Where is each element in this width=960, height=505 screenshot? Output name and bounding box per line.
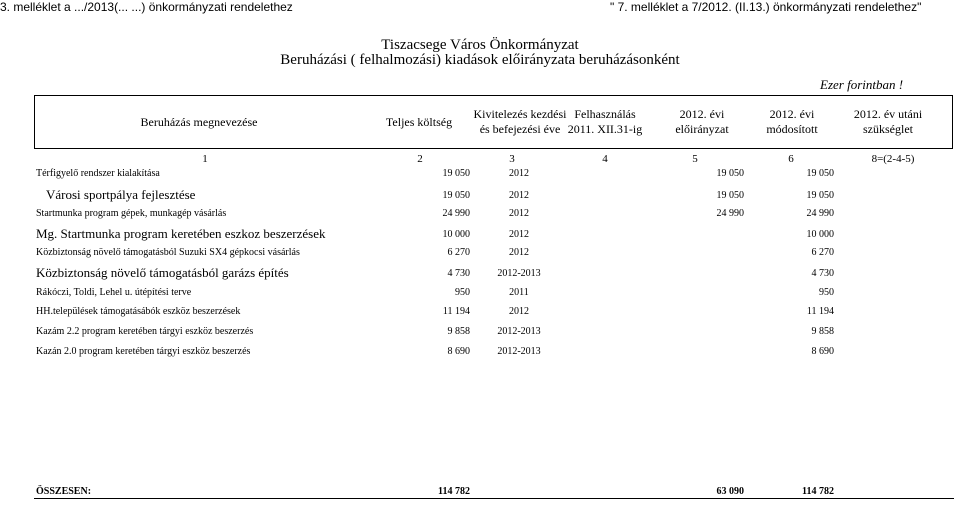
row-modified: 24 990 — [806, 208, 834, 219]
column-header-years: Kivitelezés kezdési és befejezési éve — [473, 107, 567, 136]
row-modified: 6 270 — [811, 247, 834, 258]
row-name: HH.települések támogatásábók eszköz beszerzések — [36, 306, 241, 317]
row-modified: 9 858 — [811, 326, 834, 337]
row-name: Kazám 2.2 program keretében tárgyi eszköz beszerzés — [36, 326, 254, 337]
row-modified: 4 730 — [811, 268, 834, 279]
row-year: 2012 — [509, 168, 529, 179]
column-header-future: 2012. év utáni szükséglet — [853, 107, 923, 136]
row-name: Startmunka program gépek, munkagép vásárlás — [36, 208, 227, 219]
document-header-left: 3. melléklet a .../2013(... ...) önkormányzati rendelethez — [0, 0, 293, 14]
column-header-planned: 2012. évi előirányzat — [675, 107, 729, 136]
column-number-5: 5 — [692, 153, 698, 165]
column-number-3: 3 — [509, 153, 515, 165]
row-name: Térfigyelő rendszer kialakítása — [36, 168, 160, 179]
total-label: ÖSSZESEN: — [36, 486, 92, 497]
row-modified: 8 690 — [811, 346, 834, 357]
row-modified: 950 — [819, 287, 834, 298]
row-year: 2012 — [509, 247, 529, 258]
row-year: 2012-2013 — [497, 346, 541, 357]
row-year: 2011 — [509, 287, 529, 298]
row-year: 2012 — [509, 190, 529, 201]
column-header-used: Felhasználás 2011. XII.31-ig — [567, 107, 643, 136]
row-total: 950 — [455, 287, 470, 298]
column-number-1: 1 — [202, 153, 208, 165]
row-modified: 10 000 — [806, 229, 834, 240]
column-number-8: 8=(2-4-5) — [871, 153, 915, 165]
row-modified: 11 194 — [806, 306, 834, 317]
total-underline — [34, 498, 954, 499]
unit-label: Ezer forintban ! — [820, 77, 904, 92]
row-name: Kazán 2.0 program keretében tárgyi eszköz beszerzés — [36, 346, 251, 357]
page-title: Tiszacsege Város Önkormányzat — [381, 37, 579, 53]
row-planned: 24 990 — [716, 208, 744, 219]
column-number-6: 6 — [788, 153, 794, 165]
total-planned: 63 090 — [716, 486, 744, 497]
row-year: 2012 — [509, 208, 529, 219]
row-year: 2012 — [509, 306, 529, 317]
row-total: 11 194 — [442, 306, 470, 317]
row-planned: 19 050 — [716, 168, 744, 179]
row-year: 2012-2013 — [497, 268, 541, 279]
row-total: 9 858 — [447, 326, 470, 337]
total-total: 114 782 — [438, 486, 470, 497]
row-name: Közbiztonság növelő támogatásból garázs építés — [36, 265, 289, 280]
row-total: 19 050 — [442, 168, 470, 179]
row-name: Városi sportpálya fejlesztése — [46, 187, 196, 202]
row-planned: 19 050 — [716, 190, 744, 201]
row-name: Rákóczi, Toldi, Lehel u. útépítési terve — [36, 287, 192, 298]
row-modified: 19 050 — [806, 190, 834, 201]
row-total: 4 730 — [447, 268, 470, 279]
row-total: 24 990 — [442, 208, 470, 219]
row-modified: 19 050 — [806, 168, 834, 179]
document-header-right: " 7. melléklet a 7/2012. (II.13.) önkormányzati rendelethez" — [610, 0, 922, 14]
column-number-2: 2 — [417, 153, 423, 165]
total-modified: 114 782 — [802, 486, 834, 497]
row-name: Mg. Startmunka program keretében eszkoz beszerzések — [36, 226, 326, 241]
row-total: 6 270 — [447, 247, 470, 258]
column-header-total-cost: Teljes költség — [385, 114, 453, 129]
row-total: 10 000 — [442, 229, 470, 240]
row-total: 8 690 — [447, 346, 470, 357]
row-year: 2012 — [509, 229, 529, 240]
row-name: Közbiztonság növelő támogatásból Suzuki SX4 gépkocsi vásárlás — [36, 247, 300, 258]
column-number-4: 4 — [602, 153, 608, 165]
row-year: 2012-2013 — [497, 326, 541, 337]
column-header-name: Beruházás megnevezése — [140, 114, 258, 129]
page-subtitle: Beruházási ( felhalmozási) kiadások előirányzata beruházásonként — [280, 52, 680, 68]
column-header-modified: 2012. évi módosított — [766, 107, 818, 136]
row-total: 19 050 — [442, 190, 470, 201]
